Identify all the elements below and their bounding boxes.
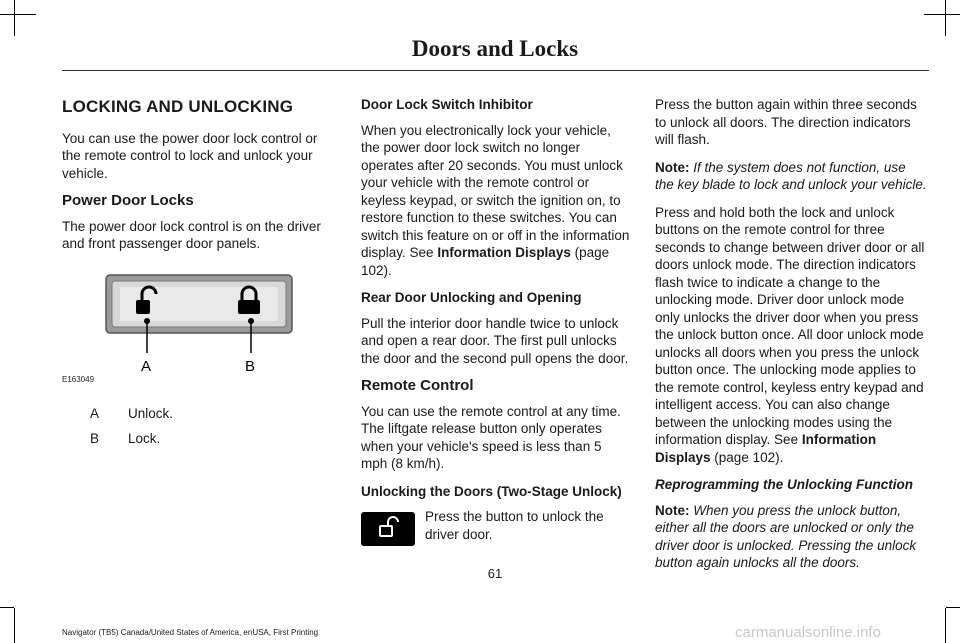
crop-mark <box>14 0 15 36</box>
page-number: 61 <box>487 566 503 581</box>
callout-label-b: B <box>245 357 256 375</box>
unlock-button-row <box>361 508 631 546</box>
watermark: carmanualsonline.info <box>735 624 881 641</box>
crop-mark <box>945 0 946 36</box>
column-middle <box>361 96 631 556</box>
two-stage-unlock-heading: Unlocking the Doors (Two-Stage Unlock) <box>361 483 622 499</box>
note-label: Note: <box>655 159 690 175</box>
column-right <box>655 96 927 582</box>
information-displays-link[interactable]: Information Displays <box>437 245 571 260</box>
inhibitor-text: When you electronically lock your vehicle, the power door lock switch no longer operates after 20 seconds. You must unlock your vehicle with the remote control or keyless keypad, or switch the ignition on, to restore function to these switches. You can switch this feature on or off in the information display. See <box>361 122 630 260</box>
press-again-paragraph: Press the button again within three seconds to unlock all doors. The direction indicators will flash. <box>655 97 917 147</box>
legend-row <box>62 430 338 448</box>
legend-value: Lock. <box>128 431 161 446</box>
crop-mark <box>946 607 960 608</box>
two-stage-unlock-text: Press the button to unlock the driver door. <box>425 509 604 542</box>
note-text: When you press the unlock button, either all the doors are unlocked or only the driver door is unlocked. Pressing the unlock button again unlocks all the doors. <box>655 502 917 570</box>
rear-door-heading: Rear Door Unlocking and Opening <box>361 290 582 305</box>
unlock-mode-text: Press and hold both the lock and unlock buttons on the remote control for three seconds to change between driver door or all doors unlock mode. The direction indicators flash twice to indicate a change to the unlocking mode. Driver door unlock mode only unlocks the driver door when you press the unlock button once. All door unlock mode unlocks all doors when you press the unlock button once. The unlocking mode applies to the remote control, keyless entry keypad and intelligent access. You can also change between the unlocking modes using the information display. See <box>655 204 925 447</box>
crop-mark <box>0 14 36 15</box>
note-text: If the system does not function, use the key blade to lock and unlock your vehicle. <box>655 159 927 192</box>
header-divider <box>62 70 929 71</box>
note-paragraph <box>655 159 927 194</box>
page-reference: (page 102). <box>714 449 784 465</box>
section-heading: LOCKING AND UNLOCKING <box>62 97 294 116</box>
remote-control-text: You can use the remote control at any time. The liftgate release button only operates when your vehicle's speed is less than 5 mph (8 km/h). <box>361 403 621 471</box>
note-paragraph <box>655 502 927 572</box>
unlock-mode-paragraph <box>655 204 927 467</box>
illustration-code: E163049 <box>62 375 95 384</box>
column-left <box>62 96 338 456</box>
power-door-locks-heading: Power Door Locks <box>62 192 194 209</box>
remote-unlock-button-icon <box>361 512 415 546</box>
power-door-locks-text: The power door lock control is on the driver and front passenger door panels. <box>62 218 321 251</box>
crop-mark <box>0 607 14 608</box>
remote-control-heading: Remote Control <box>361 377 474 394</box>
page-header-title: Doors and Locks <box>411 36 579 61</box>
crop-mark <box>945 608 946 643</box>
note-label: Note: <box>655 502 690 518</box>
legend-value: Unlock. <box>128 405 174 421</box>
information-displays-link[interactable]: Information Displays <box>655 432 877 465</box>
page-reference: (page 102). <box>361 245 610 278</box>
crop-mark <box>14 608 15 643</box>
door-lock-switch-illustration <box>62 271 338 391</box>
inhibitor-paragraph <box>361 122 631 280</box>
legend-key: A <box>90 405 100 421</box>
footer-text: Navigator (TB5) Canada/United States of America, enUSA, First Printing <box>62 628 319 637</box>
inhibitor-heading: Door Lock Switch Inhibitor <box>361 97 533 112</box>
legend-row <box>62 405 338 423</box>
door-lock-switch-drawing <box>62 271 338 391</box>
reprogramming-heading: Reprogramming the Unlocking Function <box>655 477 914 492</box>
legend-key: B <box>90 431 100 446</box>
callout-label-a: A <box>141 357 152 375</box>
intro-paragraph: You can use the power door lock control or the remote control to lock and unlock your vehicle. <box>62 130 318 181</box>
crop-mark <box>924 14 960 15</box>
rear-door-text: Pull the interior door handle twice to unlock and open a rear door. The first pull unlocks the door and the second pull opens the door. <box>361 315 629 366</box>
